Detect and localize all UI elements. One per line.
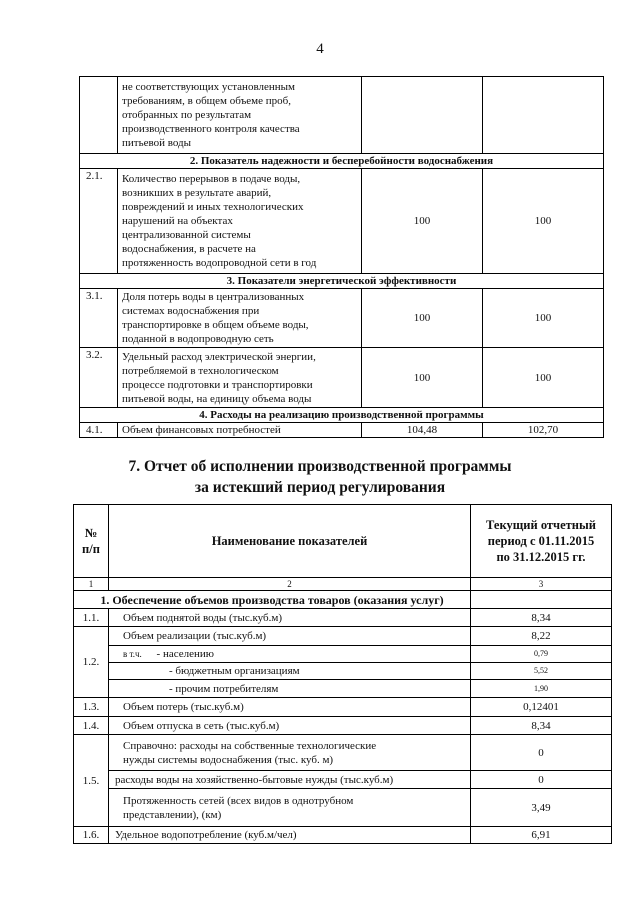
indicator-text: Удельный расход электрической энергии, потребляемой в технологическом процессе подготовки и транспортировки питьевой воды, на единицу объема воды — [118, 348, 362, 408]
row-number: 1.6. — [74, 827, 109, 844]
table-row — [74, 663, 612, 680]
value-cell: 8,34 — [471, 717, 612, 735]
table-row — [74, 771, 612, 789]
value-cell: 100 — [362, 169, 483, 274]
value-cell: 5,52 — [471, 663, 612, 680]
header-num: № п/п — [74, 505, 109, 578]
table-row — [80, 423, 604, 438]
section-header: 1. Обеспечение объемов производства товаров (оказания услуг) — [74, 591, 612, 609]
value-cell: 0,12401 — [471, 698, 612, 717]
table-row — [74, 735, 612, 771]
value-cell: 104,48 — [362, 423, 483, 438]
page-number: 4 — [316, 41, 324, 57]
table-header — [74, 505, 612, 578]
row-number: 2.1. — [80, 169, 118, 274]
row-number: 3.1. — [80, 289, 118, 348]
table-row — [80, 77, 604, 154]
indicator-text: Справочно: расходы на собственные технологические нужды системы водоснабжения (тыс. куб. м) — [109, 735, 471, 771]
indicator-text: - бюджетным организациям — [109, 663, 471, 680]
value-cell: 3,49 — [471, 789, 612, 827]
value-cell: 6,91 — [471, 827, 612, 844]
table-row — [74, 698, 612, 717]
indicator-text: Объем поднятой воды (тыс.куб.м) — [109, 609, 471, 627]
table-row — [74, 627, 612, 646]
indicator-text: не соответствующих установленным требованиям, в общем объеме проб, отобранных по результатам производственного контроля качества питьевой воды — [118, 77, 362, 154]
indicator-text: - прочим потребителям — [109, 680, 471, 698]
indicator-text: в т.ч. - населению — [109, 646, 471, 663]
value-cell: 8,34 — [471, 609, 612, 627]
value-cell: 100 — [483, 289, 604, 348]
value-cell: 0,79 — [471, 646, 612, 663]
value-cell: 0 — [471, 735, 612, 771]
row-number: 1.1. — [74, 609, 109, 627]
row-number: 1.3. — [74, 698, 109, 717]
row-number: 1.5. — [74, 735, 109, 827]
indicator-text: Удельное водопотребление (куб.м/чел) — [109, 827, 471, 844]
section-header: 3. Показатели энергетической эффективности — [80, 274, 604, 289]
table-row — [74, 789, 612, 827]
indicator-text: Объем финансовых потребностей — [118, 423, 362, 438]
table-row — [80, 169, 604, 274]
indicators-table — [79, 76, 604, 438]
indicator-text: Протяженность сетей (всех видов в однотрубном представлении), (км) — [109, 789, 471, 827]
indicator-text: Объем потерь (тыс.куб.м) — [109, 698, 471, 717]
value-cell: 8,22 — [471, 627, 612, 646]
value-cell: 100 — [362, 289, 483, 348]
table-row — [74, 646, 612, 663]
row-number: 1.4. — [74, 717, 109, 735]
indicator-text: Количество перерывов в подаче воды, возникших в результате аварий, повреждений и иных технологических нарушений на объектах централизованной системы водоснабжения, в расчете на протяженность водопроводной сети в год — [118, 169, 362, 274]
header-period: Текущий отчетный период с 01.11.2015 по 31.12.2015 гг. — [471, 505, 612, 578]
value-cell: 100 — [362, 348, 483, 408]
indicator-text: расходы воды на хозяйственно-бытовые нужды (тыс.куб.м) — [109, 771, 471, 789]
index-row: 1 2 3 — [74, 578, 612, 591]
indicator-text: Доля потерь воды в централизованных системах водоснабжения при транспортировке в общем объеме воды, поданной в водопроводную сеть — [118, 289, 362, 348]
table-row — [80, 348, 604, 408]
section-header: 4. Расходы на реализацию производственной программы — [80, 408, 604, 423]
value-cell: 102,70 — [483, 423, 604, 438]
value-cell: 0 — [471, 771, 612, 789]
section-header: 2. Показатель надежности и бесперебойности водоснабжения — [80, 154, 604, 169]
table-row — [74, 827, 612, 844]
table-row — [74, 717, 612, 735]
header-name: Наименование показателей — [109, 505, 471, 578]
value-cell: 100 — [483, 348, 604, 408]
row-number: 3.2. — [80, 348, 118, 408]
row-number: 4.1. — [80, 423, 118, 438]
value-cell: 1,90 — [471, 680, 612, 698]
indicator-text: Объем отпуска в сеть (тыс.куб.м) — [109, 717, 471, 735]
table-row — [74, 680, 612, 698]
report-title: 7. Отчет об исполнении производственной программы за истекший период регулирования — [128, 458, 512, 496]
report-table — [73, 504, 612, 844]
table-row — [80, 289, 604, 348]
table-row — [74, 609, 612, 627]
value-cell: 100 — [483, 169, 604, 274]
indicator-text: Объем реализации (тыс.куб.м) — [109, 627, 471, 646]
row-number: 1.2. — [74, 627, 109, 698]
